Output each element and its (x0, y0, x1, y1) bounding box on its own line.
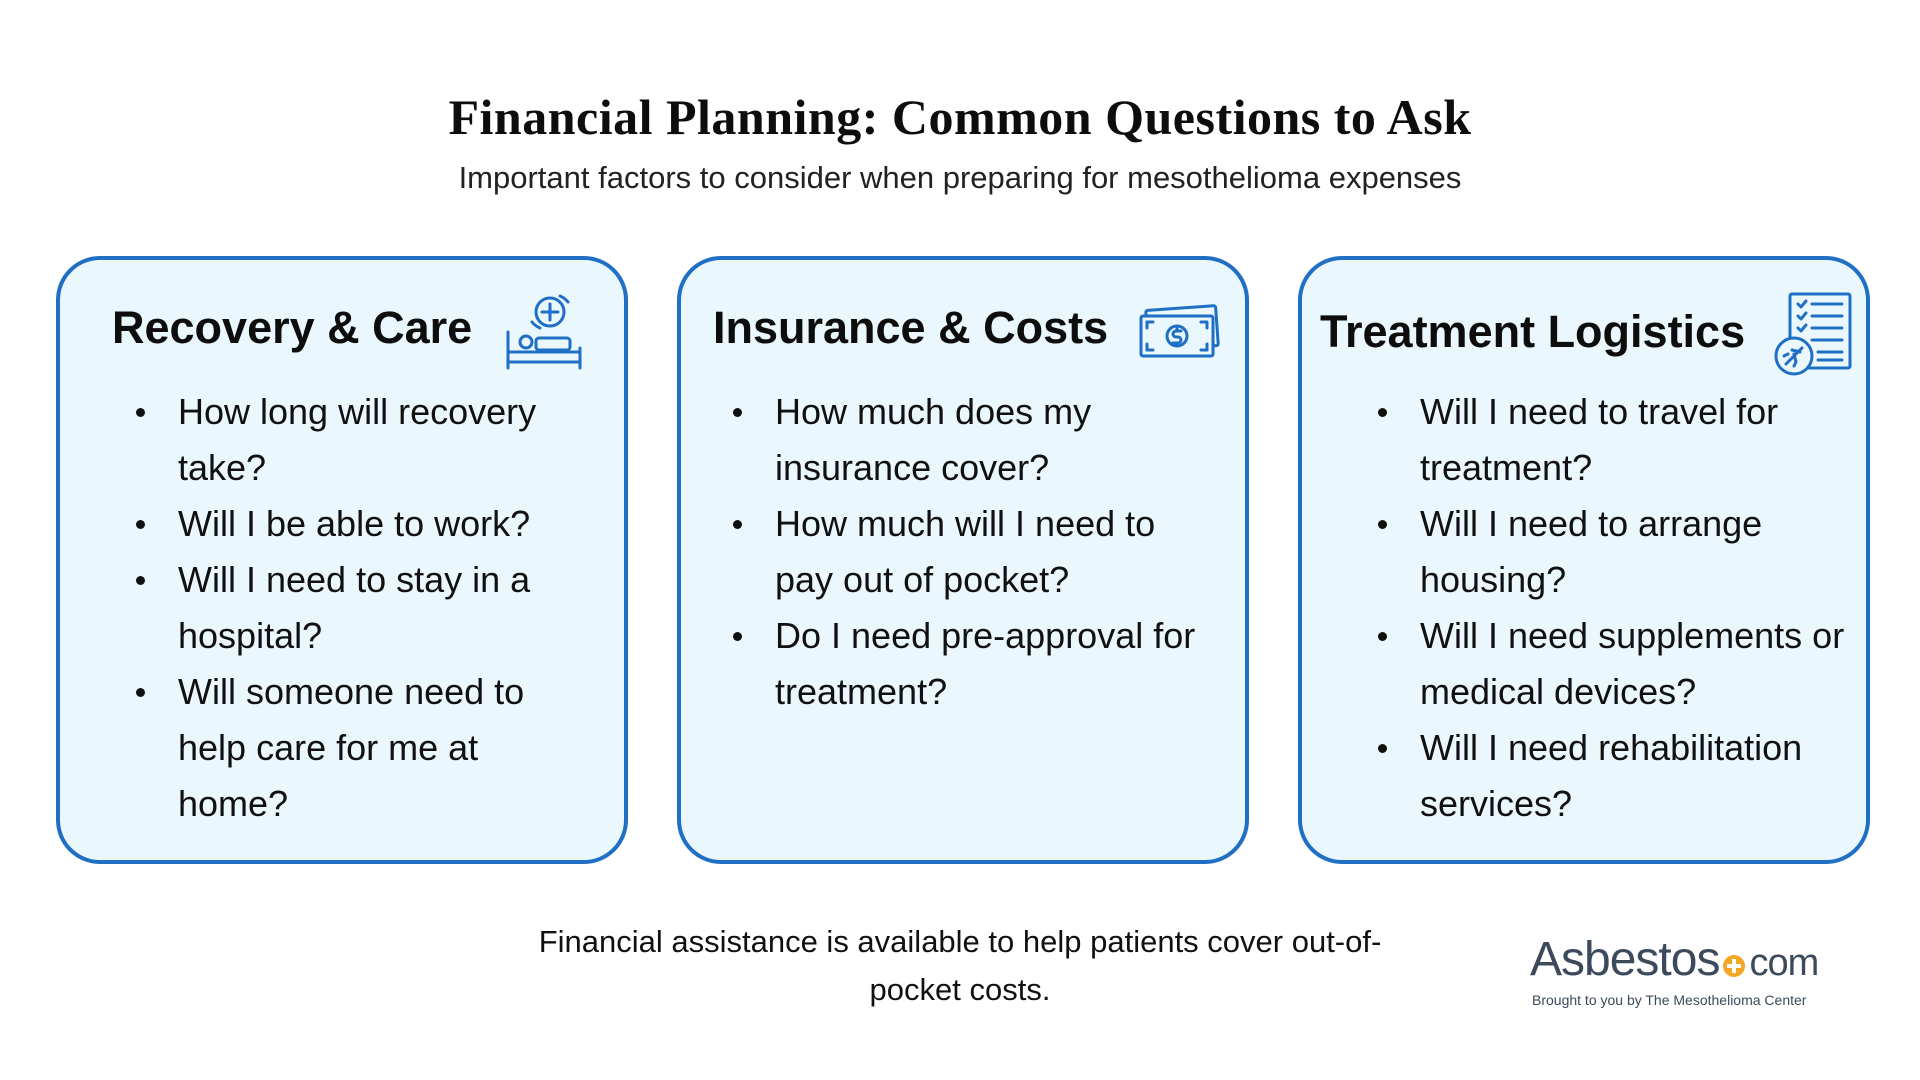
card-insurance-costs (677, 256, 1249, 864)
list-item: How much does my insurance cover? (719, 384, 1219, 496)
asbestos-logo (1530, 933, 1850, 1010)
list-item: Will someone need to help care for me at home? (122, 664, 592, 832)
card-recovery-care (56, 256, 628, 864)
card-treatment-logistics (1298, 256, 1870, 864)
card-title: Recovery & Care (112, 302, 473, 353)
card-title: Insurance & Costs (713, 302, 1109, 353)
money-bills-icon (1137, 304, 1221, 365)
logo-plus-icon (1723, 955, 1745, 977)
list-item: Do I need pre-approval for treatment? (719, 608, 1219, 720)
page-subtitle: Important factors to consider when preparing for mesothelioma expenses (458, 160, 1462, 195)
logo-name: Asbestos (1530, 933, 1720, 986)
list-item: Will I be able to work? (122, 496, 592, 552)
list-item: Will I need rehabilitation services? (1364, 720, 1854, 832)
question-list (122, 384, 592, 832)
list-item: Will I need supplements or medical devices? (1364, 608, 1854, 720)
footer-note: Financial assistance is available to help patients cover out-of-pocket costs. (538, 924, 1382, 1007)
page-title: Financial Planning: Common Questions to Ask (448, 89, 1472, 145)
hospital-bed-icon (502, 292, 586, 381)
logo-suffix: com (1749, 942, 1819, 984)
question-list (719, 384, 1219, 720)
checklist-travel-icon (1772, 290, 1856, 385)
list-item: How long will recovery take? (122, 384, 592, 496)
list-item: How much will I need to pay out of pocket? (719, 496, 1219, 608)
list-item: Will I need to stay in a hospital? (122, 552, 592, 664)
logo-tagline: Brought to you by The Mesothelioma Center (1532, 992, 1807, 1008)
logo-wordmark (1530, 932, 1818, 987)
list-item: Will I need to arrange housing? (1364, 496, 1854, 608)
card-title: Treatment Logistics (1320, 306, 1746, 357)
list-item: Will I need to travel for treatment? (1364, 384, 1854, 496)
question-list (1364, 384, 1854, 832)
